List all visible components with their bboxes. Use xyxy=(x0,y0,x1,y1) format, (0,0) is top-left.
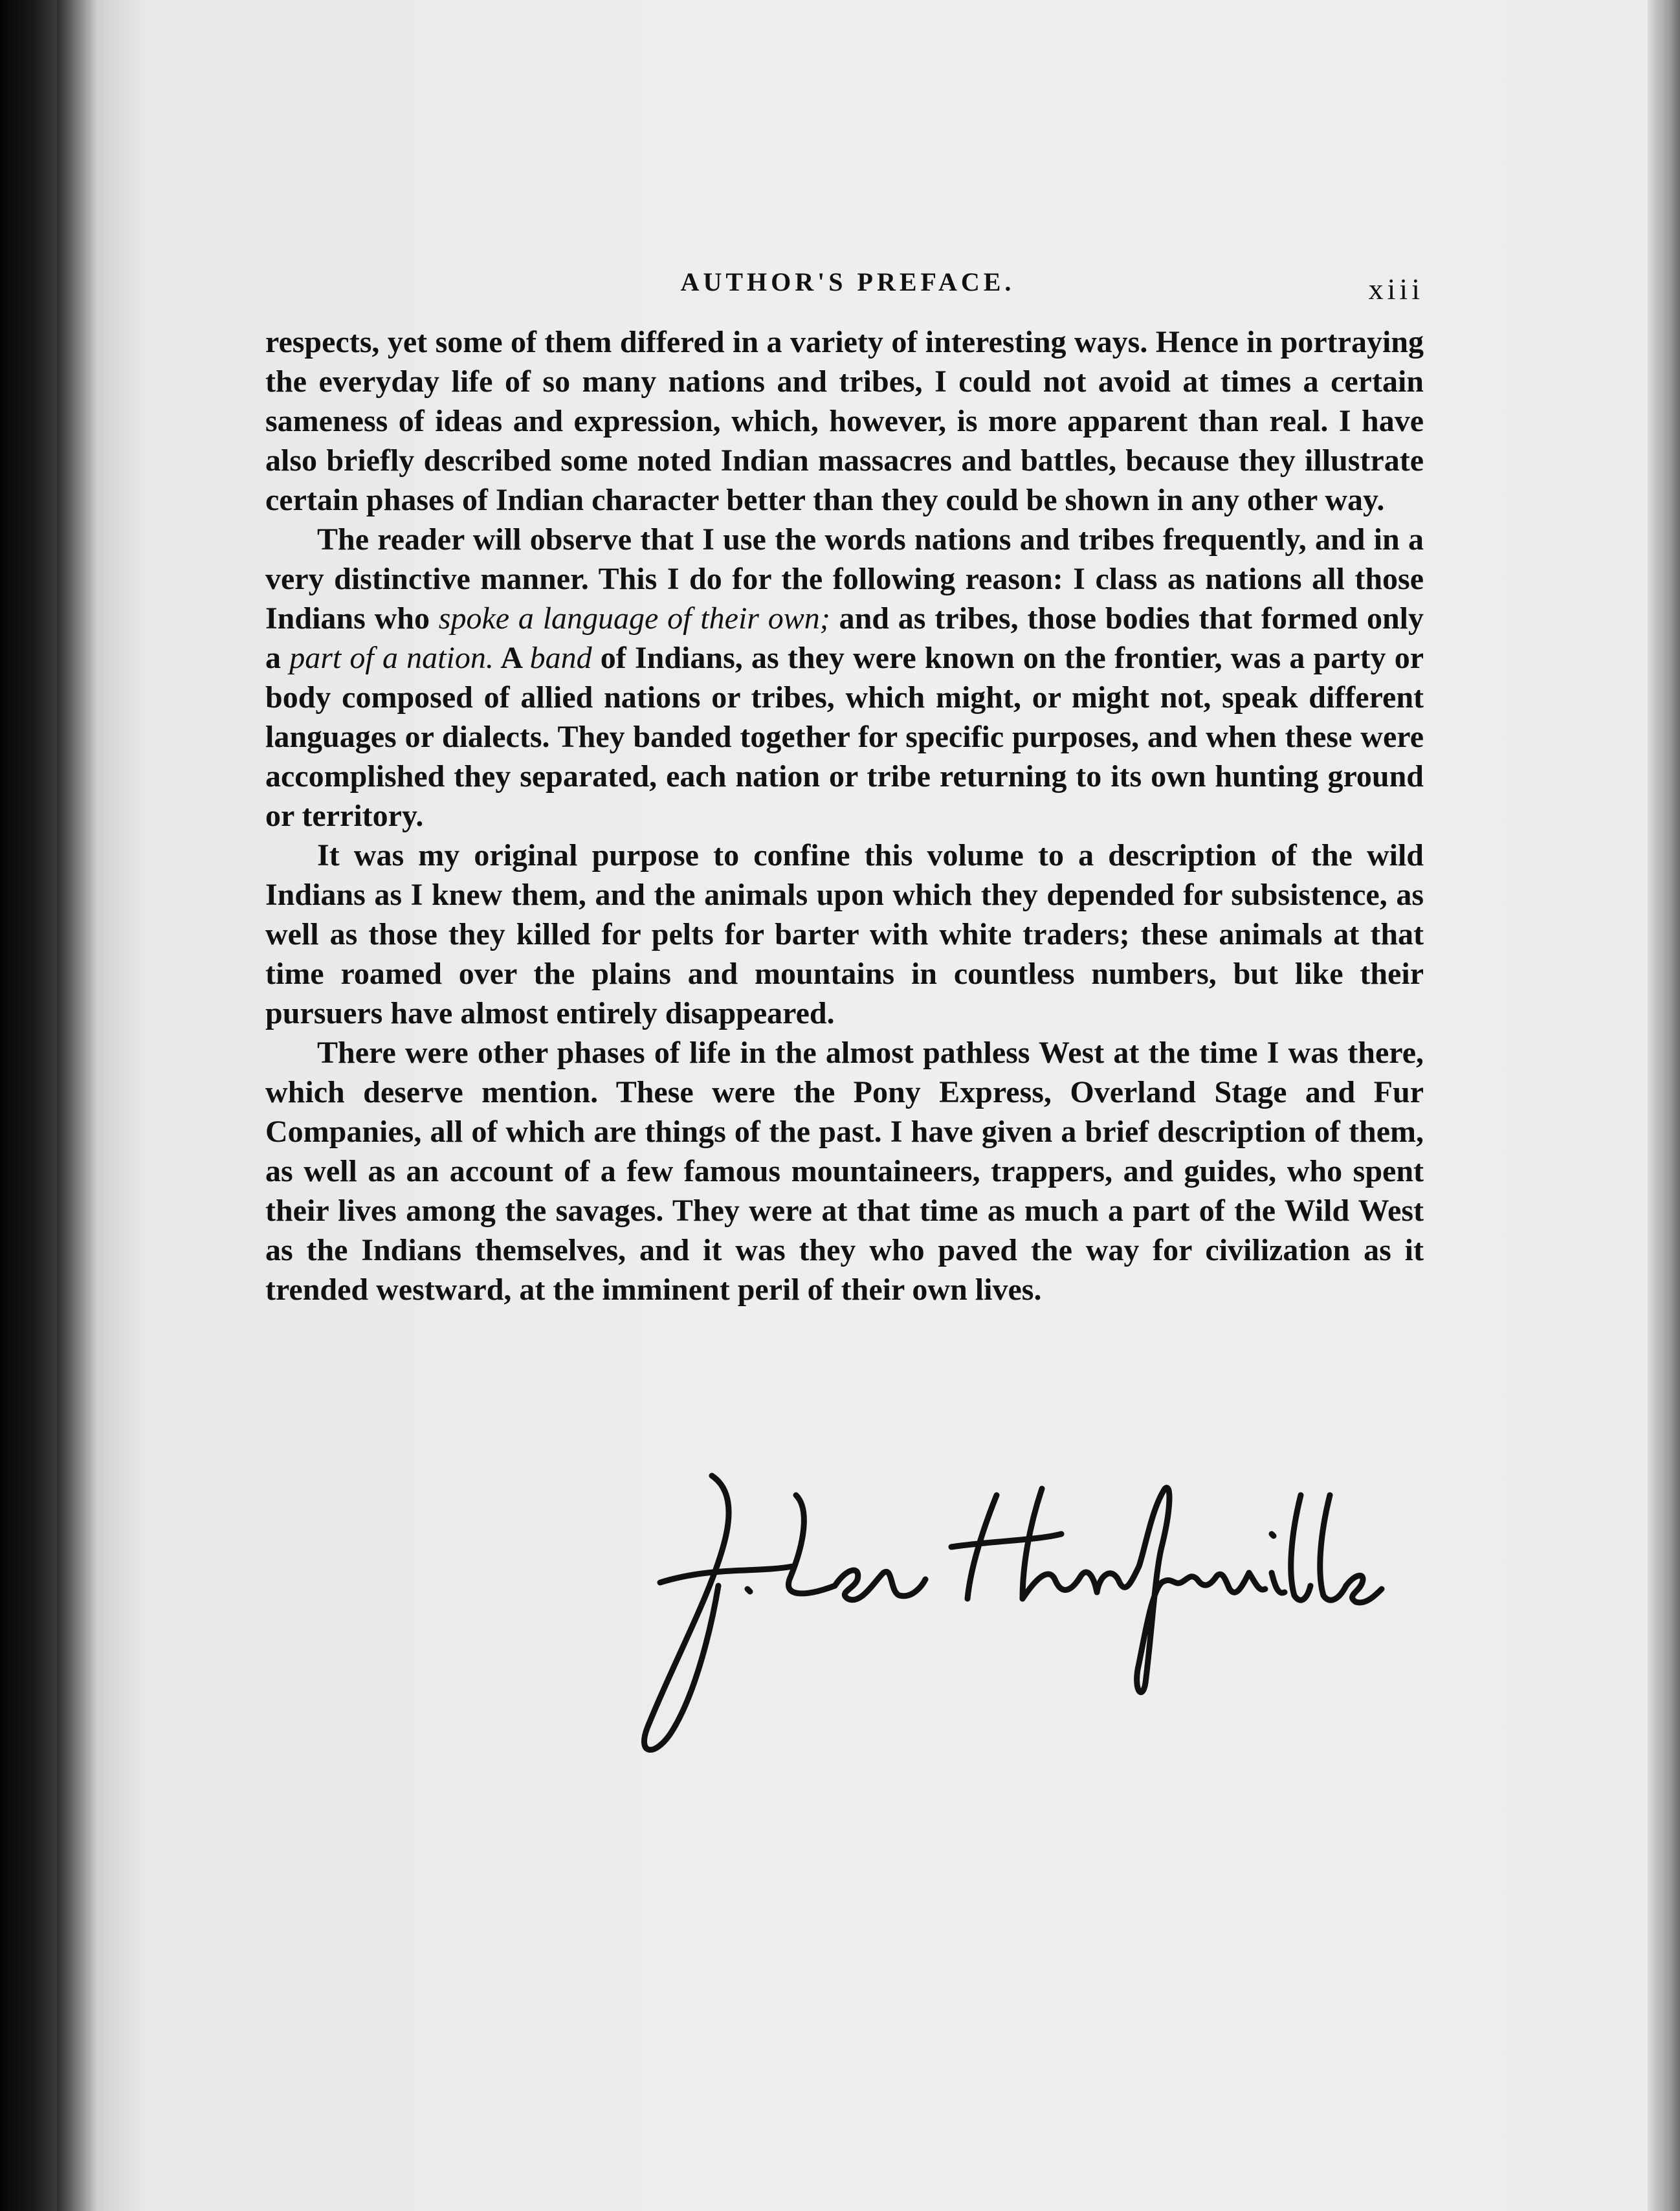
text-run: respects, yet some of them differed in a variety of interesting ways. Hence in portraying the everyday life of so many nations and tribes, I could not avoid at times a certain sameness of ideas and expression, which, however, is more apparent than real. I have also briefly described some noted Indian massacres and battles, because they illustrate certain phases of Indian character better than they could be shown in any other way. xyxy=(265,325,1424,517)
text-run: The reader will observe that I use the words nations and tribes frequently, and in a very distinctive manner. This I do for the following reason: I class as nations all those Indians who xyxy=(265,522,1424,636)
preface-paragraph xyxy=(265,322,1424,520)
text-run: and as tribes, those bodies that formed only a xyxy=(265,601,1424,675)
running-title: AUTHOR'S PREFACE. xyxy=(680,267,1015,296)
running-header xyxy=(272,267,1424,312)
text-run: of Indians, as they were known on the frontier, was a party or body composed of allied nations or tribes, which might, or might not, speak different languages or dialects. They banded together for specific purposes, and when these were accomplished they separated, each nation or tribe returning to its own hunting ground or territory. xyxy=(265,641,1424,833)
text-run: A xyxy=(493,641,530,675)
italic-phrase: band xyxy=(529,641,592,675)
preface-paragraph xyxy=(265,520,1424,836)
preface-body xyxy=(265,322,1424,1309)
gutter-shadow xyxy=(57,0,97,2211)
signature-graphic xyxy=(634,1469,1385,1761)
italic-phrase: part of a nation. xyxy=(289,641,494,675)
page-number: xiii xyxy=(1368,272,1424,306)
text-run: It was my original purpose to confine this volume to a description of the wild Indians as I knew them, and the animals upon which they depended for subsistence, as well as those they killed for pelts for barter with white traders; these animals at that time roamed over the plains and mountains in countless numbers, but like their pursuers have almost entirely disappeared. xyxy=(265,838,1424,1030)
author-signature xyxy=(634,1469,1385,1761)
italic-phrase: spoke a language of their own; xyxy=(438,601,830,636)
binding-strip xyxy=(0,0,57,2211)
preface-paragraph xyxy=(265,1033,1424,1309)
page-edge xyxy=(1648,0,1680,2211)
text-run: There were other phases of life in the almost pathless West at the time I was there, which deserve mention. These were the Pony Express, Overland Stage and Fur Companies, all of which are things of the past. I have given a brief description of them, as well as an account of a few famous mountaineers, trappers, and guides, who spent their lives among the savages. They were at that time as much a part of the Wild West as the Indians themselves, and it was they who paved the way for civilization as it trended westward, at the imminent peril of their own lives. xyxy=(265,1036,1424,1307)
preface-paragraph xyxy=(265,836,1424,1033)
